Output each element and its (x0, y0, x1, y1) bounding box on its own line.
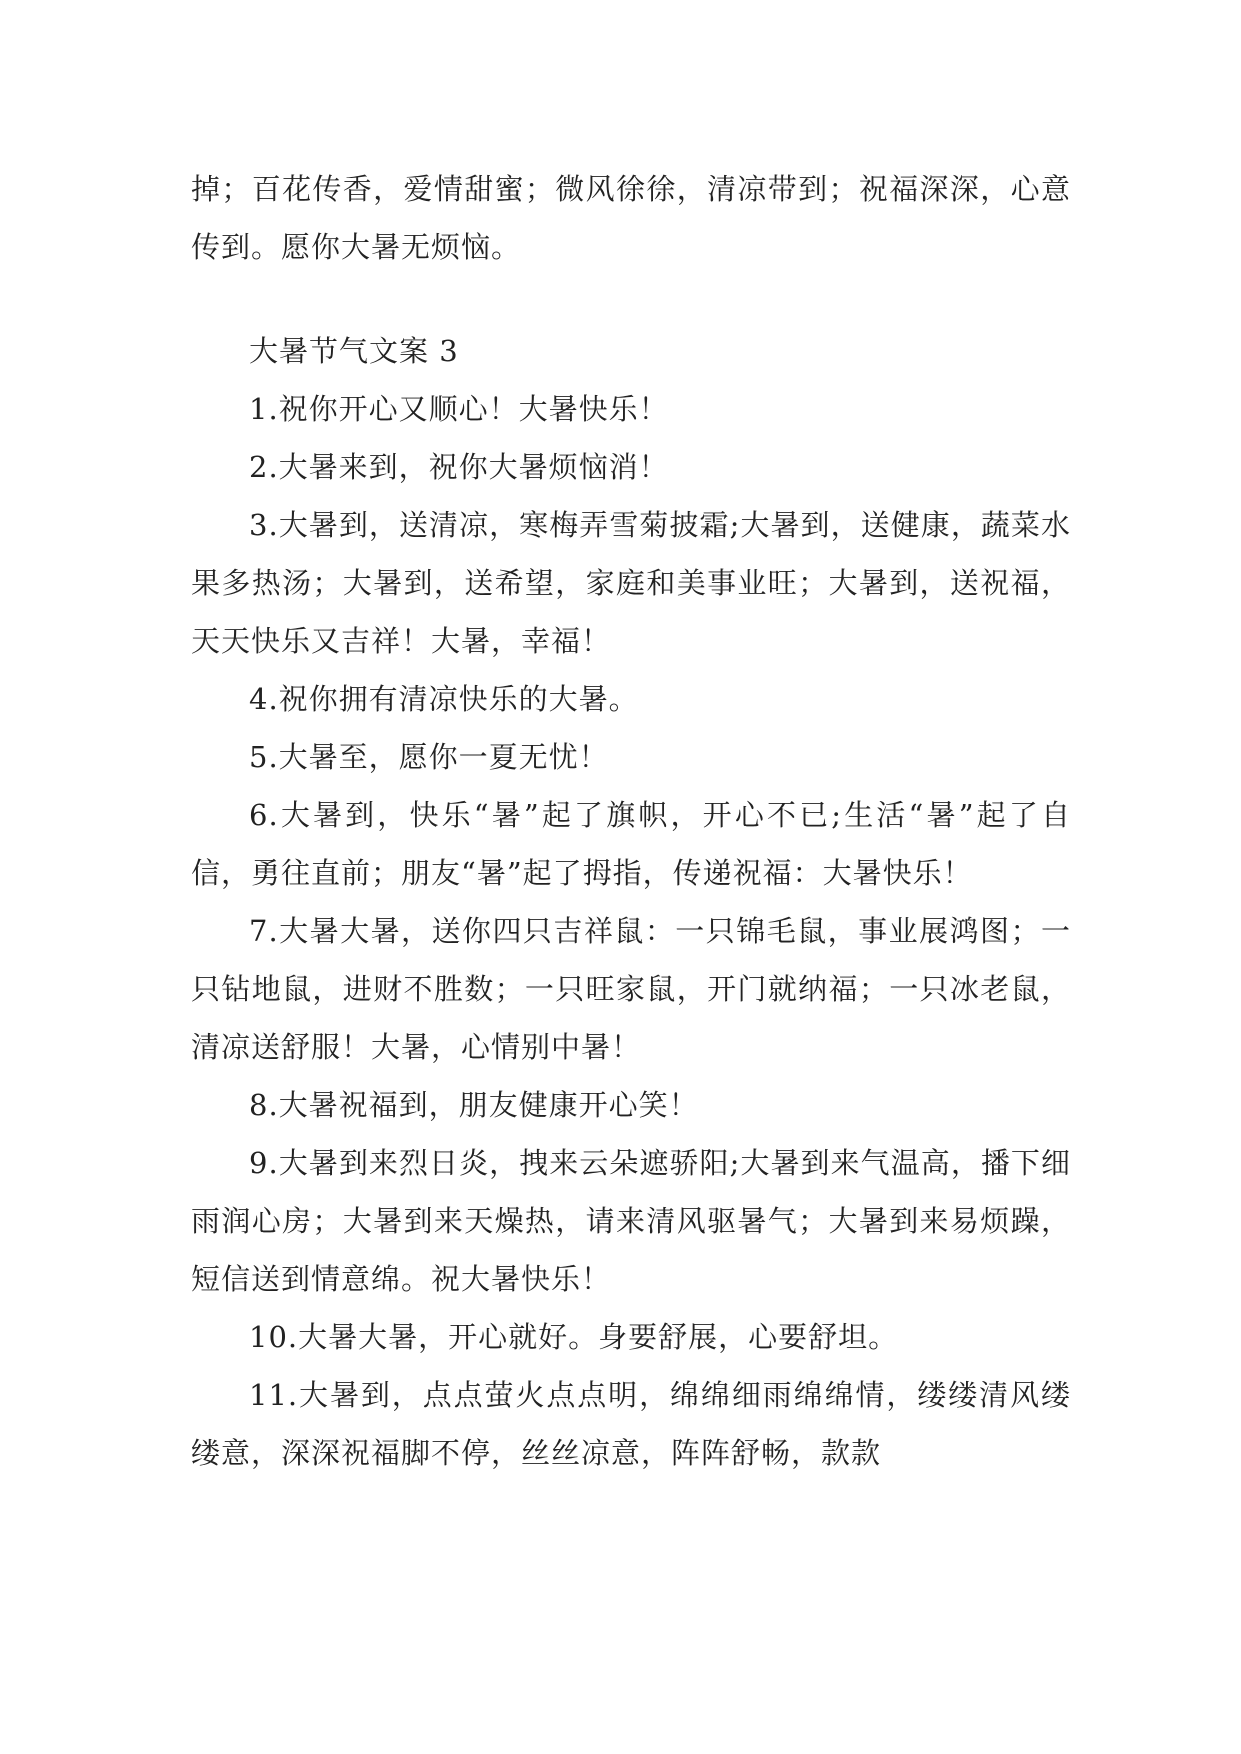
list-item: 2.大暑来到，祝你大暑烦恼消！ (249, 450, 669, 484)
list-item: 11.大暑到，点点萤火点点明，绵绵细雨绵绵情，缕缕清风缕缕意，深深祝福脚不停，丝丝凉意，阵阵舒畅，款款 (191, 1378, 1071, 1470)
document-body (191, 160, 1071, 1482)
list-item: 10.大暑大暑，开心就好。身要舒展，心要舒坦。 (249, 1320, 899, 1354)
list-item: 9.大暑到来烈日炎，拽来云朵遮骄阳;大暑到来气温高，播下细雨润心房；大暑到来天燥热，请来清风驱暑气；大暑到来易烦躁，短信送到情意绵。祝大暑快乐！ (191, 1146, 1071, 1296)
list-item: 4.祝你拥有清凉快乐的大暑。 (249, 682, 639, 716)
list-item: 7.大暑大暑，送你四只吉祥鼠：一只锦毛鼠，事业展鸿图；一只钻地鼠，进财不胜数；一只旺家鼠，开门就纳福；一只冰老鼠，清凉送舒服！大暑，心情别中暑！ (191, 914, 1071, 1064)
list-item: 6.大暑到，快乐“暑”起了旗帜，开心不已;生活“暑”起了自信，勇往直前；朋友“暑”起了拇指，传递祝福：大暑快乐！ (191, 798, 1071, 890)
list-item: 5.大暑至，愿你一夏无忧！ (249, 740, 609, 774)
list-item: 1.祝你开心又顺心！大暑快乐！ (249, 392, 669, 426)
section-title: 大暑节气文案 3 (249, 334, 459, 368)
continuation-paragraph: 掉；百花传香，爱情甜蜜；微风徐徐，清凉带到；祝福深深，心意传到。愿你大暑无烦恼。 (191, 172, 1071, 264)
list-item: 3.大暑到，送清凉，寒梅弄雪菊披霜;大暑到，送健康，蔬菜水果多热汤；大暑到，送希望，家庭和美事业旺；大暑到，送祝福，天天快乐又吉祥！大暑，幸福！ (191, 508, 1071, 658)
list-item: 8.大暑祝福到，朋友健康开心笑！ (249, 1088, 699, 1122)
